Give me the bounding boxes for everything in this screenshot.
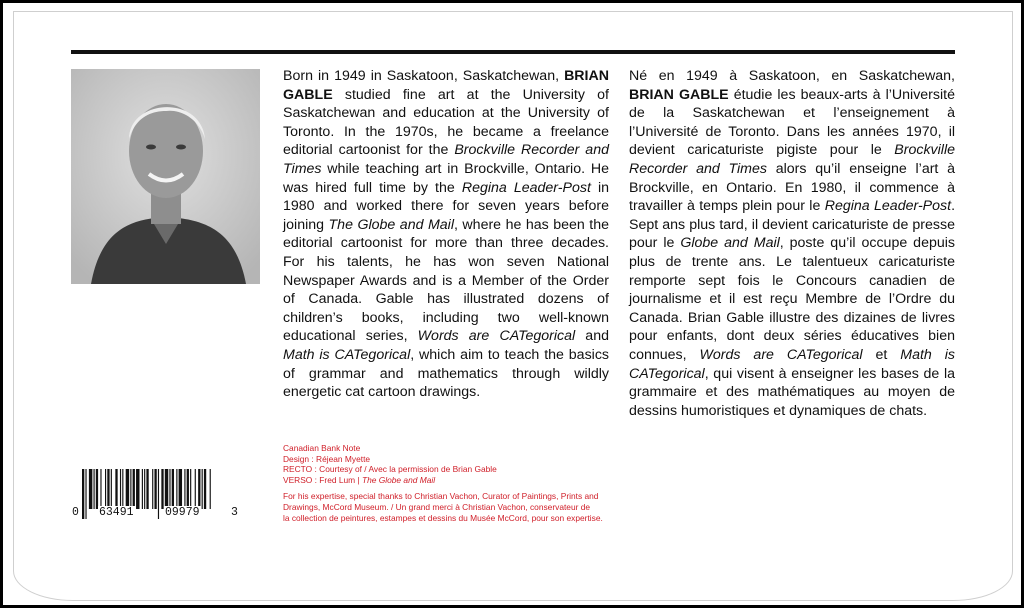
barcode-bar [144, 469, 145, 509]
barcode-bar [210, 469, 211, 509]
barcode-bar [126, 469, 129, 509]
barcode-bar [100, 469, 101, 509]
barcode-bar [176, 469, 177, 509]
barcode-bar [172, 469, 174, 509]
publication-title: Brockville Recorder and Times [283, 142, 609, 177]
barcode-digits-group2: 09979 [165, 506, 200, 519]
barcode [72, 469, 242, 529]
book-title: Words are CATegorical [699, 346, 863, 363]
portrait-photo [71, 69, 260, 284]
barcode-bar [198, 469, 200, 509]
artist-name: BRIAN GABLE [283, 68, 609, 103]
credit-recto: RECTO : Courtesy of / Avec la permission de Brian Gable [283, 464, 497, 475]
barcode-bar [169, 469, 170, 509]
barcode-bar [107, 469, 109, 509]
barcode-bar [152, 469, 153, 509]
barcode-bar [130, 469, 131, 509]
publication-title: Brockville Recorder and Times [629, 142, 955, 177]
barcode-bar [184, 469, 185, 509]
barcode-bar [190, 469, 191, 509]
bio-french [629, 67, 955, 420]
barcode-bar [122, 469, 123, 509]
barcode-bar [195, 469, 196, 509]
barcode-bar [133, 469, 135, 509]
bio-text: , where he has been the editorial cartoonist for more than three decades. For his talents, he has won seven National Newspaper Awards and is a Member of the Order of Canada. Gable has illustrated dozens of children’s books, including two well-known educational series, [283, 216, 609, 345]
barcode-bar [165, 469, 168, 509]
book-title: Words are CATegorical [417, 328, 576, 345]
barcode-bar [154, 469, 156, 509]
credit-verso-publication: The Globe and Mail [361, 474, 436, 485]
barcode-bar [142, 469, 143, 509]
barcode-bar [187, 469, 189, 509]
bio-text: , qui visent à enseigner les bases de la grammaire et des mathématiques au moyen de dessins humoristiques et dynamiques de chats. [629, 365, 955, 419]
credit-printer: Canadian Bank Note [283, 443, 361, 453]
thanks-line: For his expertise, special thanks to Christian Vachon, Curator of Paintings, Prints and [283, 491, 599, 502]
top-rule [71, 50, 955, 54]
barcode-digit-right: 3 [231, 506, 238, 519]
credits-block [283, 443, 603, 523]
barcode-bar [105, 469, 106, 509]
credit-verso [283, 475, 603, 486]
bio-text: , poste qu’il occupe depuis plus de trente ans. Le talentueux caricaturiste remporte sept fois le Concours canadien de journalisme et il est reçu Membre de l’Ordre du Canada. Brian Gable illustre des dizaines de livres pour enfants, dont deux séries éducatives bien connues, [629, 235, 955, 363]
bio-english [283, 67, 609, 402]
bio-text: . Sept ans plus tard, il devient caricaturiste de presse pour le [629, 198, 956, 252]
bio-text: étudie les beaux-arts à l’Université de la Saskatchewan et l’enseignement à l’Université de Toronto. Dans les années 1970, il devient caricaturiste pigiste pour le [629, 86, 955, 159]
bio-text: and [575, 328, 609, 345]
barcode-digits-group1: 63491 [99, 506, 134, 519]
barcode-bar [94, 469, 95, 509]
book-title: Math is CATegorical [629, 346, 955, 382]
publication-title: Regina Leader-Post [824, 198, 952, 215]
bio-text: Born in 1949 in Saskatoon, Saskatchewan, [283, 68, 565, 84]
publication-title: Globe and Mail [680, 235, 780, 252]
credit-verso-text: VERSO : Fred Lum | [283, 474, 362, 485]
bio-text: studied fine art at the University of Saskatchewan and education at the University of Toronto. In the 1970s, he became a freelance editorial cartoonist for the [283, 86, 609, 159]
barcode-bar [96, 469, 98, 509]
barcode-digits [72, 506, 242, 520]
barcode-bar [202, 469, 203, 509]
bio-text: , which aim to teach the basics of grammar and mathematics through wildly energetic cat cartoon drawings. [283, 346, 610, 401]
bio-text: alors qu’il enseigne l’art à Brockville, en Ontario. En 1980, il commence à travailler à temps plein pour le [629, 160, 955, 215]
barcode-bar [111, 469, 112, 509]
barcode-bar [146, 469, 148, 509]
barcode-digit-left: 0 [72, 506, 79, 519]
publication-title: The Globe and Mail [328, 216, 454, 233]
bio-text: Né en 1949 à Saskatoon, en Saskatchewan, [629, 68, 955, 84]
barcode-bar [204, 469, 206, 509]
barcode-bar [120, 469, 121, 509]
bio-text: et [862, 346, 901, 363]
barcode-bar [89, 469, 92, 509]
bio-text: while teaching art in Brockville, Ontario. He was hired full time by the [283, 160, 609, 196]
bio-text: in 1980 and worked there for seven years before joining [283, 179, 609, 233]
barcode-bar [179, 469, 182, 509]
thanks-line: Drawings, McCord Museum. / Un grand merci à Christian Vachon, conservateur de [283, 501, 591, 512]
credit-design: Design : Réjean Myette [283, 453, 371, 464]
barcode-bar [136, 469, 139, 509]
book-title: Math is CATegorical [283, 346, 411, 363]
thanks-line: la collection de peintures, estampes et dessins du Musée McCord, pour son expertise. [283, 512, 603, 523]
barcode-bar [115, 469, 117, 509]
barcode-bar [161, 469, 163, 509]
artist-name: BRIAN GABLE [629, 86, 729, 103]
publication-title: Regina Leader-Post [461, 179, 591, 196]
